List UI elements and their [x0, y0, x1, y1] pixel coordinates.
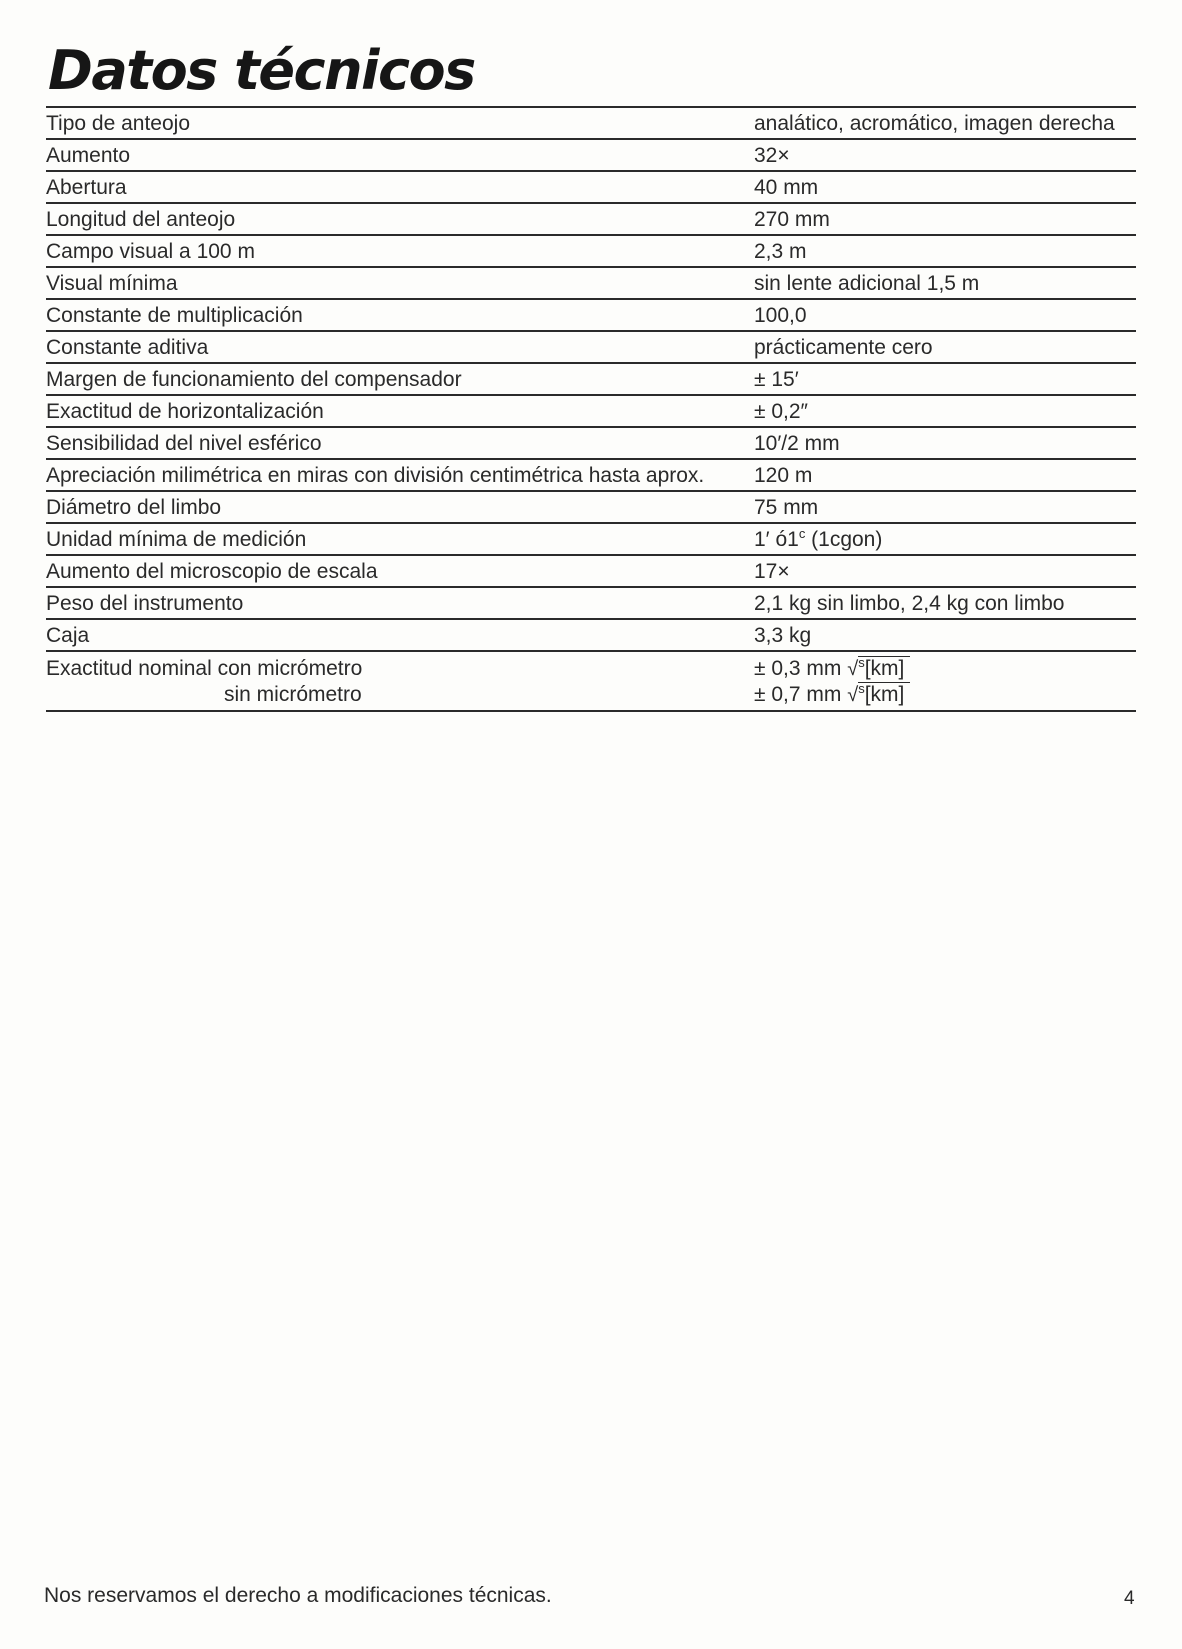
spec-label: Aumento — [46, 144, 131, 167]
spec-value: prácticamente cero — [754, 336, 933, 359]
spec-value: 3,3 kg — [754, 624, 812, 647]
spec-value: 2,3 m — [754, 240, 807, 263]
spec-value: 2,1 kg sin limbo, 2,4 kg con limbo — [754, 592, 1065, 615]
spec-label: Margen de funcionamiento del compensador — [46, 368, 462, 391]
spec-row — [46, 364, 1136, 396]
square-root-symbol: √$^s$[km] — [847, 682, 910, 708]
spec-label: Visual mínima — [46, 272, 178, 295]
accuracy-label-with-micrometer: Exactitud nominal con micrómetro — [46, 657, 363, 680]
accuracy-row — [46, 652, 1136, 712]
page-title: Datos técnicos — [48, 39, 475, 102]
spec-value: analático, acromático, imagen derecha — [754, 112, 1115, 135]
spec-value: 10′/2 mm — [754, 432, 840, 455]
spec-label: Unidad mínima de medición — [46, 528, 307, 551]
spec-row — [46, 332, 1136, 364]
spec-label: Aumento del microscopio de escala — [46, 560, 378, 583]
accuracy-label-without-micrometer: sin micrómetro — [224, 683, 362, 706]
accuracy-value-2: ± 0,7 mm — [754, 683, 842, 706]
spec-label: Constante aditiva — [46, 336, 209, 359]
spec-label: Exactitud de horizontalización — [46, 400, 324, 423]
spec-row — [46, 588, 1136, 620]
accuracy-values — [754, 656, 1136, 708]
spec-label: Abertura — [46, 176, 127, 199]
square-root-symbol: √$^s$[km] — [847, 656, 910, 682]
spec-label: Constante de multiplicación — [46, 304, 303, 327]
value-suffix: (1cgon) — [805, 528, 883, 551]
spec-row — [46, 428, 1136, 460]
spec-row — [46, 460, 1136, 492]
spec-row — [46, 524, 1136, 556]
accuracy-value-1: ± 0,3 mm — [754, 657, 842, 680]
spec-label: Diámetro del limbo — [46, 496, 222, 519]
spec-row — [46, 204, 1136, 236]
spec-value: ± 15′ — [754, 368, 799, 391]
spec-value: 32× — [754, 144, 790, 167]
spec-value: sin lente adicional 1,5 m — [754, 272, 980, 295]
spec-row — [46, 620, 1136, 652]
accuracy-labels — [46, 656, 754, 708]
spec-row — [46, 300, 1136, 332]
accuracy-value-without-micrometer — [754, 682, 1136, 708]
spec-row — [46, 492, 1136, 524]
spec-value: 75 mm — [754, 496, 819, 519]
spec-value: ± 0,2″ — [754, 400, 808, 423]
accuracy-value-with-micrometer — [754, 656, 1136, 682]
spec-label: Caja — [46, 624, 90, 647]
spec-label: Peso del instrumento — [46, 592, 244, 615]
spec-value: 120 m — [754, 464, 813, 487]
spec-row — [46, 396, 1136, 428]
spec-value: 270 mm — [754, 208, 830, 231]
spec-value: 40 mm — [754, 176, 819, 199]
spec-table — [46, 106, 1136, 712]
footer-note: Nos reservamos el derecho a modificaciones técnicas. — [44, 1584, 552, 1607]
page-number: 4 — [1124, 1588, 1135, 1609]
spec-label: Longitud del anteojo — [46, 208, 236, 231]
spec-row — [46, 172, 1136, 204]
spec-row — [46, 556, 1136, 588]
spec-value: 17× — [754, 560, 790, 583]
spec-row — [46, 236, 1136, 268]
spec-value: 100,0 — [754, 304, 807, 327]
spec-label: Campo visual a 100 m — [46, 240, 255, 263]
spec-row — [46, 108, 1136, 140]
spec-row — [46, 140, 1136, 172]
value-main: 1′ ó1 — [754, 528, 799, 551]
spec-label: Apreciación milimétrica en miras con división centimétrica hasta aprox. — [46, 464, 705, 487]
spec-label: Tipo de anteojo — [46, 112, 190, 135]
spec-row — [46, 268, 1136, 300]
spec-label: Sensibilidad del nivel esférico — [46, 432, 322, 455]
centesimal-superscript: c — [798, 526, 806, 541]
spec-value — [754, 527, 1136, 553]
